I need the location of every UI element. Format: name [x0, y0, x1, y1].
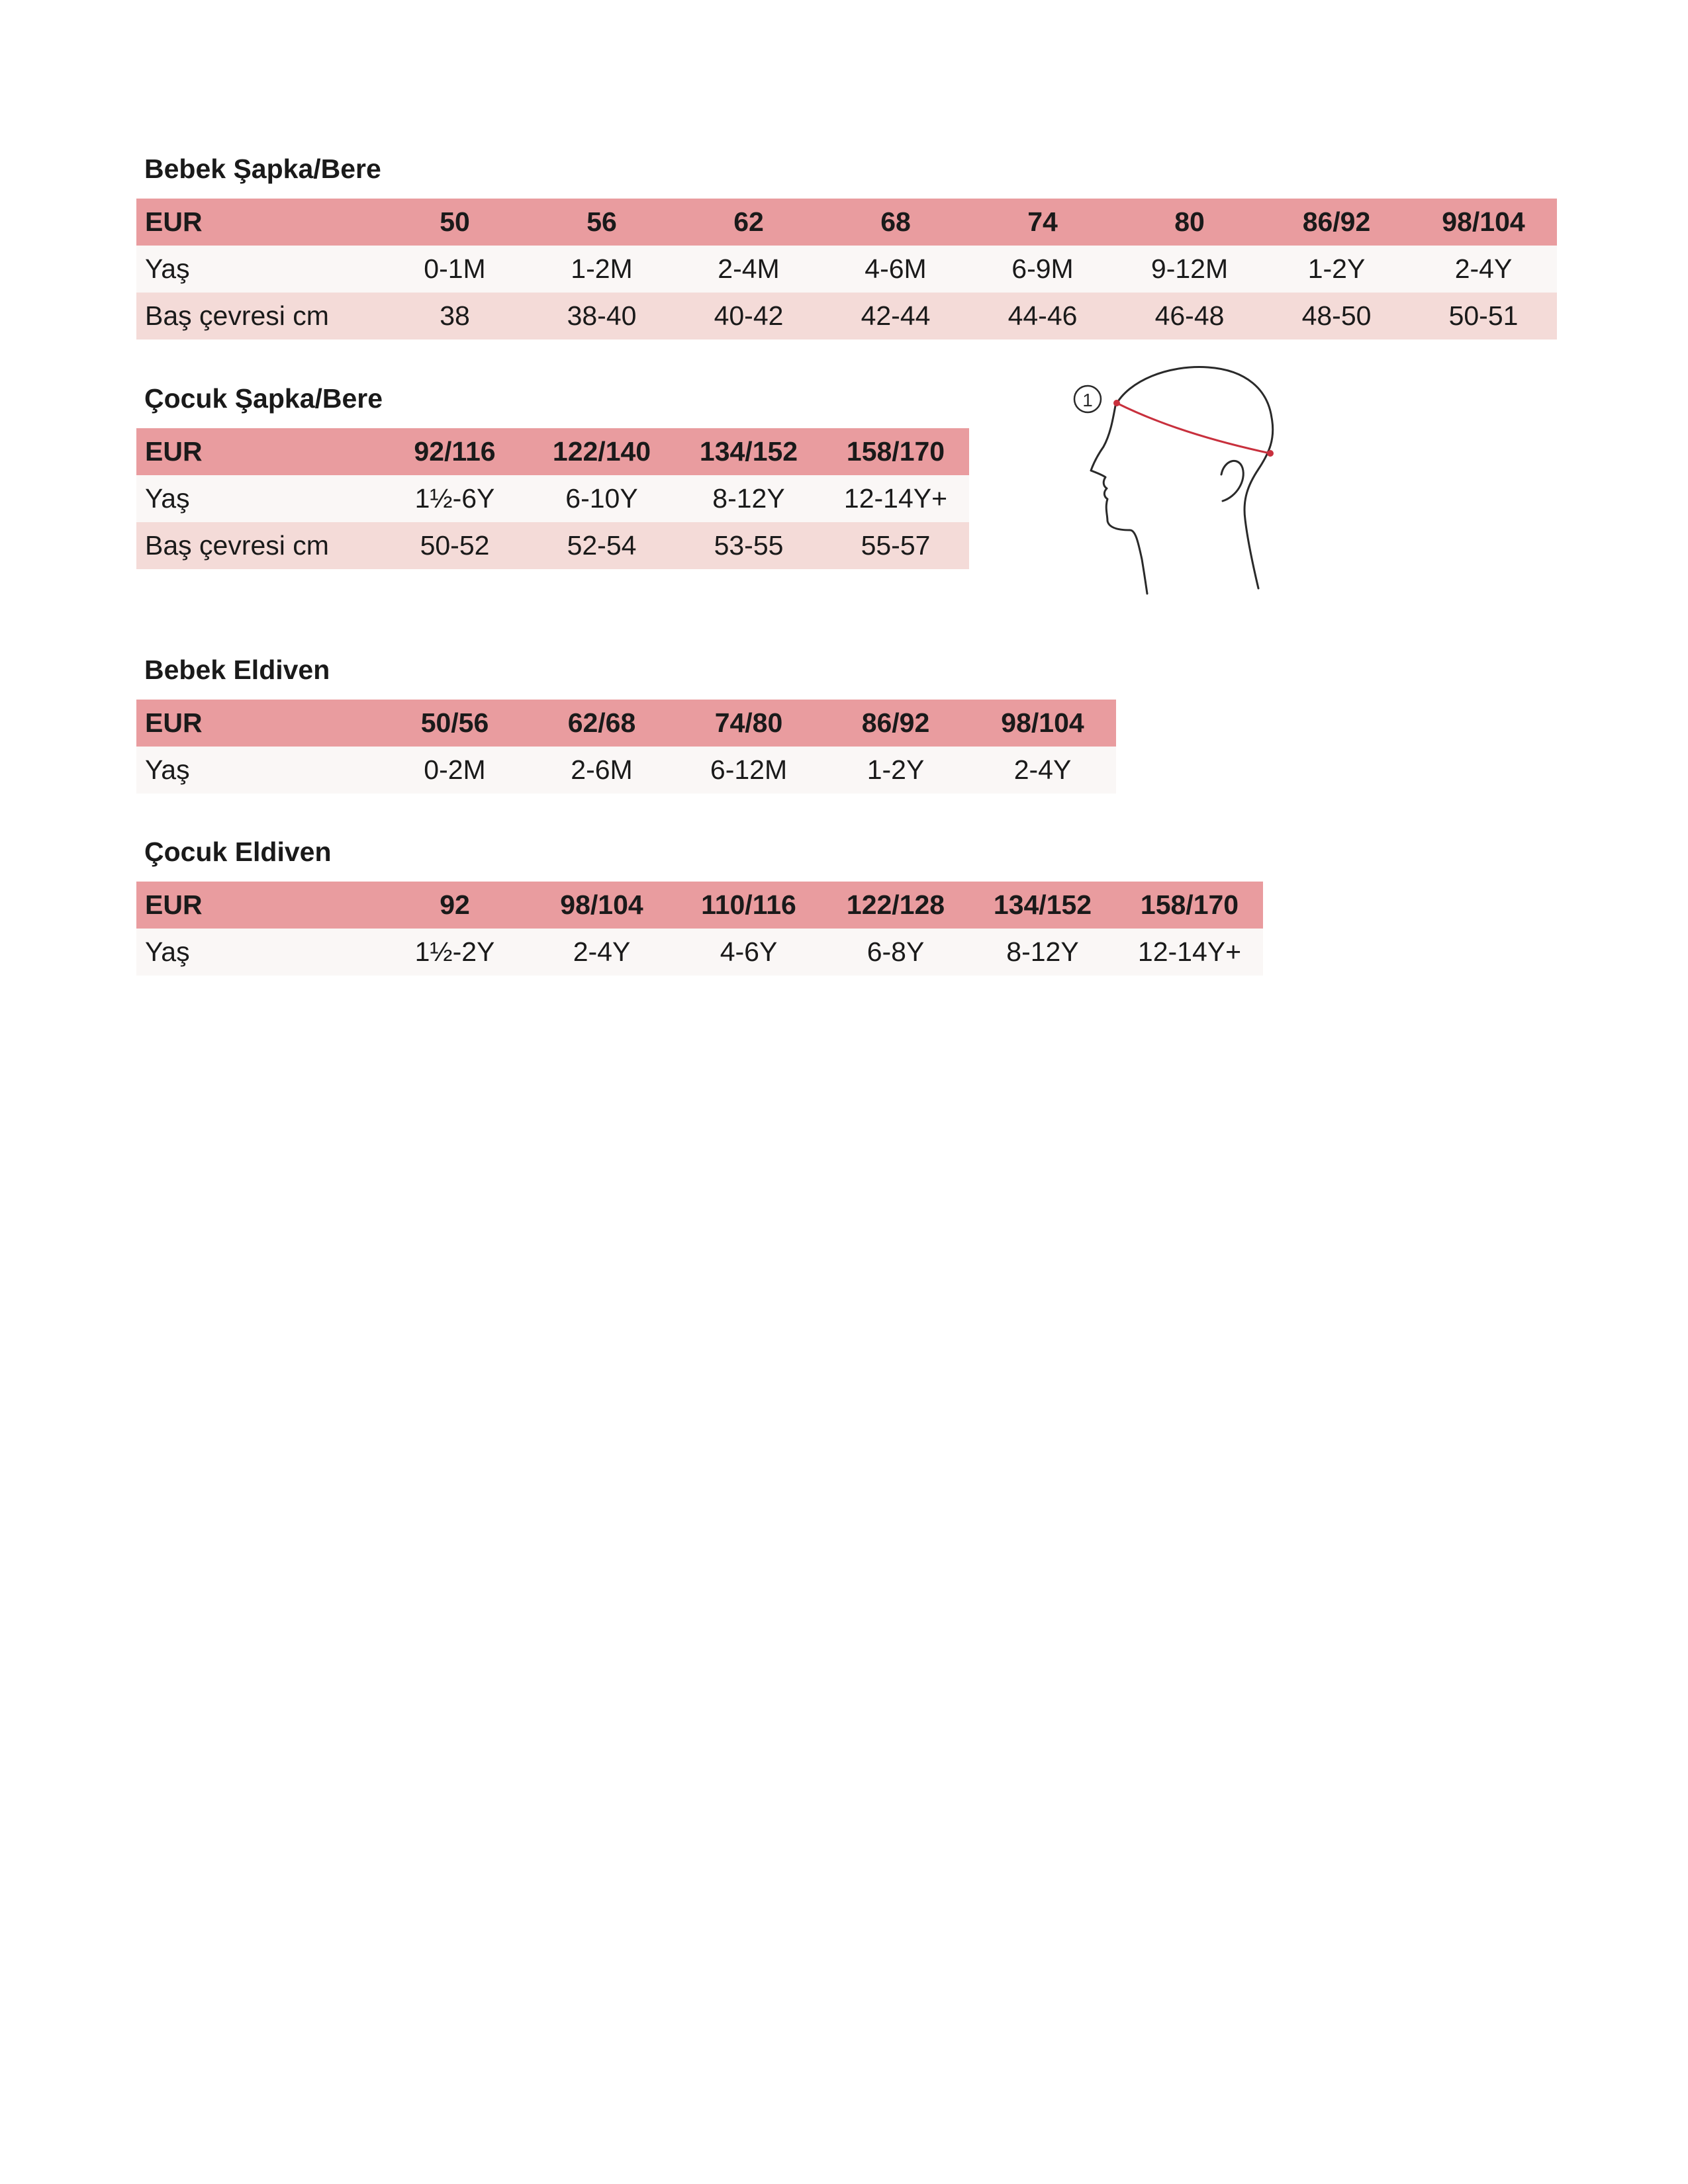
- size-cell: 98/104: [1410, 199, 1557, 246]
- size-cell: 122/140: [528, 428, 675, 475]
- age-cell: 1-2M: [528, 246, 675, 293]
- kid-glove-section: [136, 835, 1263, 976]
- table-row-age: [136, 246, 1557, 293]
- face-profile-line: [1091, 406, 1147, 594]
- age-cell: 6-10Y: [528, 475, 675, 522]
- age-cell: 1-2Y: [822, 747, 969, 794]
- size-cell: 80: [1116, 199, 1263, 246]
- head-measurement-figure: [1069, 361, 1314, 625]
- age-cell: 12-14Y+: [1116, 929, 1263, 976]
- baby-hat-table: [136, 199, 1557, 340]
- size-cell: 68: [822, 199, 969, 246]
- size-cell: 110/116: [675, 882, 822, 929]
- size-cell: 74/80: [675, 700, 822, 747]
- row-label-eur: EUR: [136, 428, 381, 475]
- size-cell: 50/56: [381, 700, 528, 747]
- size-cell: 62/68: [528, 700, 675, 747]
- head-cm-cell: 52-54: [528, 522, 675, 569]
- age-cell: 6-9M: [969, 246, 1116, 293]
- head-cm-cell: 42-44: [822, 293, 969, 340]
- table-row-age: [136, 929, 1263, 976]
- head-cm-cell: 40-42: [675, 293, 822, 340]
- age-cell: 1-2Y: [1263, 246, 1410, 293]
- measure-point-back: [1267, 450, 1274, 457]
- measure-line: [1117, 403, 1270, 453]
- age-cell: 9-12M: [1116, 246, 1263, 293]
- head-cm-cell: 46-48: [1116, 293, 1263, 340]
- kid-hat-table: [136, 428, 969, 569]
- age-cell: 4-6M: [822, 246, 969, 293]
- row-label-age: Yaş: [136, 747, 381, 794]
- head-measurement-icon: [1069, 361, 1314, 625]
- row-label-eur: EUR: [136, 199, 381, 246]
- age-cell: 1½-2Y: [381, 929, 528, 976]
- size-cell: 158/170: [822, 428, 969, 475]
- kid-glove-title: Çocuk Eldiven: [144, 837, 332, 867]
- size-cell: 74: [969, 199, 1116, 246]
- baby-glove-title: Bebek Eldiven: [144, 655, 330, 685]
- size-cell: 50: [381, 199, 528, 246]
- size-cell: 62: [675, 199, 822, 246]
- head-cm-cell: 53-55: [675, 522, 822, 569]
- size-cell: 92/116: [381, 428, 528, 475]
- ear-outline: [1221, 461, 1243, 501]
- size-cell: 134/152: [969, 882, 1116, 929]
- size-cell: 92: [381, 882, 528, 929]
- age-cell: 0-1M: [381, 246, 528, 293]
- baby-hat-title: Bebek Şapka/Bere: [144, 154, 381, 184]
- row-label-age: Yaş: [136, 929, 381, 976]
- baby-glove-section: [136, 653, 1116, 794]
- baby-hat-section: [136, 152, 1557, 340]
- head-cm-cell: 50-52: [381, 522, 528, 569]
- head-cm-cell: 55-57: [822, 522, 969, 569]
- age-cell: 2-4Y: [528, 929, 675, 976]
- table-row-eur: [136, 700, 1116, 747]
- kid-hat-section: [136, 382, 969, 569]
- size-cell: 134/152: [675, 428, 822, 475]
- table-row-age: [136, 475, 969, 522]
- age-cell: 12-14Y+: [822, 475, 969, 522]
- age-cell: 0-2M: [381, 747, 528, 794]
- row-label-age: Yaş: [136, 475, 381, 522]
- kid-hat-title: Çocuk Şapka/Bere: [144, 383, 383, 414]
- age-cell: 2-4Y: [1410, 246, 1557, 293]
- age-cell: 8-12Y: [969, 929, 1116, 976]
- baby-glove-table: [136, 700, 1116, 794]
- age-cell: 2-4Y: [969, 747, 1116, 794]
- row-label-age: Yaş: [136, 246, 381, 293]
- skull-outline: [1115, 367, 1273, 588]
- size-cell: 98/104: [969, 700, 1116, 747]
- table-row-age: [136, 747, 1116, 794]
- age-cell: 4-6Y: [675, 929, 822, 976]
- head-cm-cell: 50-51: [1410, 293, 1557, 340]
- size-cell: 86/92: [822, 700, 969, 747]
- age-cell: 2-4M: [675, 246, 822, 293]
- head-cm-cell: 38: [381, 293, 528, 340]
- table-row-head-circumference: [136, 522, 969, 569]
- head-cm-cell: 48-50: [1263, 293, 1410, 340]
- age-cell: 8-12Y: [675, 475, 822, 522]
- marker-number: 1: [1082, 390, 1093, 410]
- row-label-head-circumference: Baş çevresi cm: [136, 522, 381, 569]
- head-cm-cell: 38-40: [528, 293, 675, 340]
- row-label-eur: EUR: [136, 700, 381, 747]
- table-row-head-circumference: [136, 293, 1557, 340]
- row-label-eur: EUR: [136, 882, 381, 929]
- row-label-head-circumference: Baş çevresi cm: [136, 293, 381, 340]
- table-row-eur: [136, 428, 969, 475]
- age-cell: 6-12M: [675, 747, 822, 794]
- size-cell: 158/170: [1116, 882, 1263, 929]
- size-cell: 56: [528, 199, 675, 246]
- table-row-eur: [136, 199, 1557, 246]
- age-cell: 1½-6Y: [381, 475, 528, 522]
- size-cell: 86/92: [1263, 199, 1410, 246]
- age-cell: 6-8Y: [822, 929, 969, 976]
- kid-glove-table: [136, 882, 1263, 976]
- head-cm-cell: 44-46: [969, 293, 1116, 340]
- measure-point-front: [1113, 400, 1120, 406]
- size-cell: 98/104: [528, 882, 675, 929]
- age-cell: 2-6M: [528, 747, 675, 794]
- size-cell: 122/128: [822, 882, 969, 929]
- table-row-eur: [136, 882, 1263, 929]
